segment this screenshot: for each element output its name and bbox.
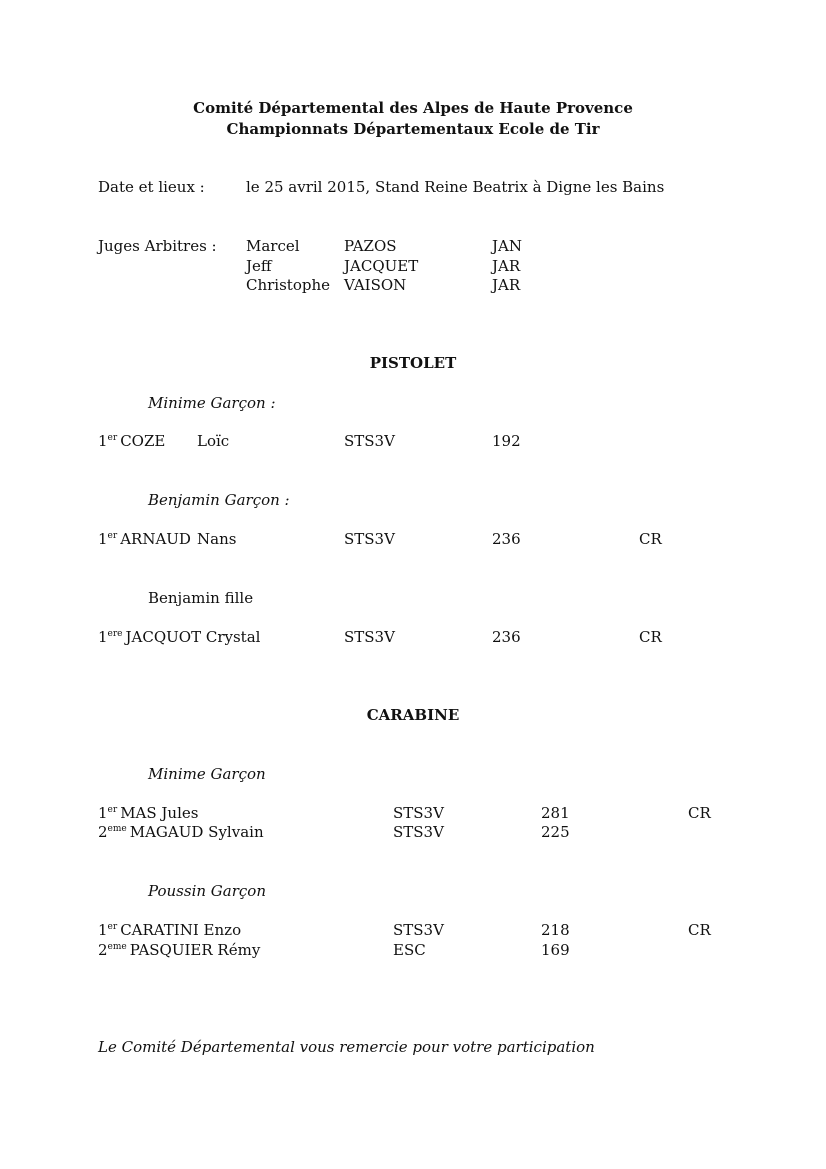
judge-last-name: PAZOS [344,237,397,255]
pistolet-benjamin-fille-title: Benjamin fille [148,589,254,607]
result-score: 218 [541,921,570,939]
judge-last-name: VAISON [344,276,407,294]
result-score: 281 [541,804,570,822]
result-note: CR [688,921,711,939]
result-score: 225 [541,823,570,841]
pistolet-section-title: PISTOLET [369,354,457,372]
date-label: Date et lieux : [98,178,205,196]
result-note: CR [688,804,711,822]
judge-grade: JAN [492,237,522,255]
result-club: STS3V [393,804,444,822]
judge-first-name: Christophe [246,276,331,294]
judges-label: Juges Arbitres : [98,237,217,255]
result-note: CR [639,530,662,548]
header-line-2: Championnats Départementaux Ecole de Tir [226,120,600,138]
result-rank: 1ere JACQUOT Crystal [98,628,261,646]
footer-thanks: Le Comité Départemental vous remercie pour votre participation [98,1038,595,1056]
judge-grade: JAR [492,276,521,294]
judge-first-name: Marcel [246,237,300,255]
carabine-poussin-title: Poussin Garçon [148,882,266,900]
result-score: 236 [492,530,521,548]
result-note: CR [639,628,662,646]
result-name: 2eme MAGAUD Sylvain [98,823,264,841]
result-first-name: Nans [197,530,237,548]
header-line-1: Comité Départemental des Alpes de Haute Provence [193,99,633,117]
result-score: 192 [492,432,521,450]
result-first-name: Loïc [197,432,230,450]
result-rank: 1er ARNAUD [98,530,191,548]
result-club: STS3V [344,530,395,548]
date-value: le 25 avril 2015, Stand Reine Beatrix à Digne les Bains [246,178,665,196]
result-score: 169 [541,941,570,959]
result-name: 1er MAS Jules [98,804,199,822]
result-club: ESC [393,941,426,959]
judge-grade: JAR [492,257,521,275]
result-club: STS3V [393,921,444,939]
result-club: STS3V [393,823,444,841]
result-club: STS3V [344,432,395,450]
result-rank: 1er COZE [98,432,166,450]
result-score: 236 [492,628,521,646]
pistolet-minime-title: Minime Garçon : [148,394,276,412]
pistolet-benjamin-title: Benjamin Garçon : [148,491,290,509]
result-club: STS3V [344,628,395,646]
result-name: 2eme PASQUIER Rémy [98,941,261,959]
carabine-section-title: CARABINE [366,706,460,724]
carabine-minime-title: Minime Garçon [148,765,266,783]
judge-last-name: JACQUET [344,257,419,275]
result-name: 1er CARATINI Enzo [98,921,242,939]
judge-first-name: Jeff [246,257,272,275]
